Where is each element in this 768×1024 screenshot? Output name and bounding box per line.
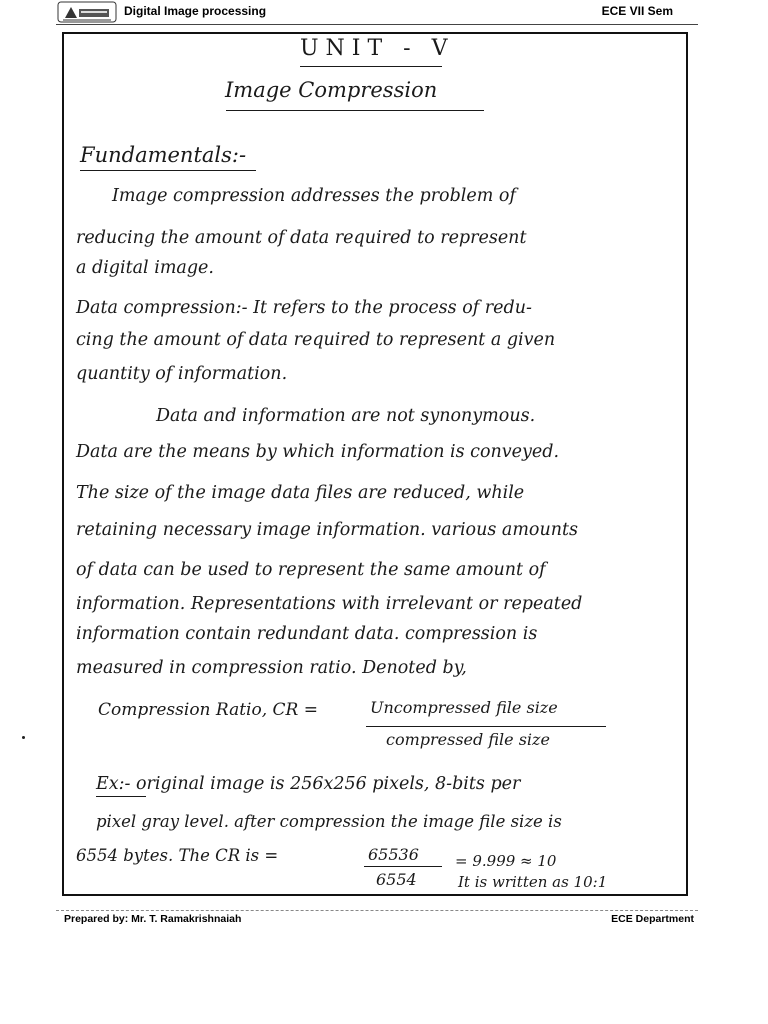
note-line-3: a digital image. (76, 258, 214, 278)
unit-underline (300, 66, 442, 67)
note-line-9: The size of the image data files are reduced, while (76, 483, 525, 503)
ratio-denominator: compressed file size (386, 730, 550, 749)
example-underline (96, 796, 146, 797)
unit-heading: UNIT - V (300, 36, 455, 61)
section-underline (80, 170, 256, 171)
note-line-10: retaining necessary image information. various amounts (76, 520, 579, 540)
stray-mark (22, 736, 25, 739)
cr-numerator: 65536 (368, 845, 419, 864)
cr-fraction-bar (364, 866, 442, 867)
course-title: Digital Image processing (124, 4, 267, 18)
ratio-numerator: Uncompressed file size (370, 698, 558, 717)
footer-divider (56, 910, 698, 911)
author-credit: Prepared by: Mr. T. Ramakrishnaiah (64, 913, 242, 925)
note-line-1: Image compression addresses the problem of (112, 186, 516, 206)
note-line-6: quantity of information. (76, 364, 288, 384)
note-line-14: measured in compression ratio. Denoted by, (76, 658, 467, 678)
department-label: ECE Department (611, 913, 694, 925)
note-line-4: Data compression:- It refers to the process of redu- (76, 298, 532, 318)
page-header (0, 0, 768, 26)
example-line-3: 6554 bytes. The CR is = (76, 846, 279, 865)
example-line-1: Ex:- original image is 256x256 pixels, 8-bits per (96, 774, 521, 794)
cr-note: It is written as 10:1 (458, 873, 608, 891)
cr-result: = 9.999 ≈ 10 (455, 852, 557, 870)
cr-denominator: 6554 (376, 870, 417, 889)
title-underline (226, 110, 484, 111)
ratio-fraction-bar (366, 726, 606, 727)
note-line-7: Data and information are not synonymous. (156, 406, 536, 426)
note-line-13: information contain redundant data. compression is (76, 624, 538, 644)
example-line-2: pixel gray level. after compression the image file size is (96, 812, 562, 831)
note-line-8: Data are the means by which information is conveyed. (76, 442, 560, 462)
page-title: Image Compression (225, 78, 438, 102)
section-heading: Fundamentals:- (80, 143, 247, 167)
header-divider (56, 24, 698, 25)
institution-logo (57, 1, 117, 23)
semester-label: ECE VII Sem (601, 4, 673, 18)
note-line-12: information. Representations with irrelevant or repeated (76, 594, 583, 614)
note-line-11: of data can be used to represent the same amount of (76, 560, 546, 580)
ratio-label: Compression Ratio, CR = (98, 700, 318, 720)
note-line-5: cing the amount of data required to represent a given (76, 330, 556, 350)
note-line-2: reducing the amount of data required to represent (76, 228, 527, 248)
